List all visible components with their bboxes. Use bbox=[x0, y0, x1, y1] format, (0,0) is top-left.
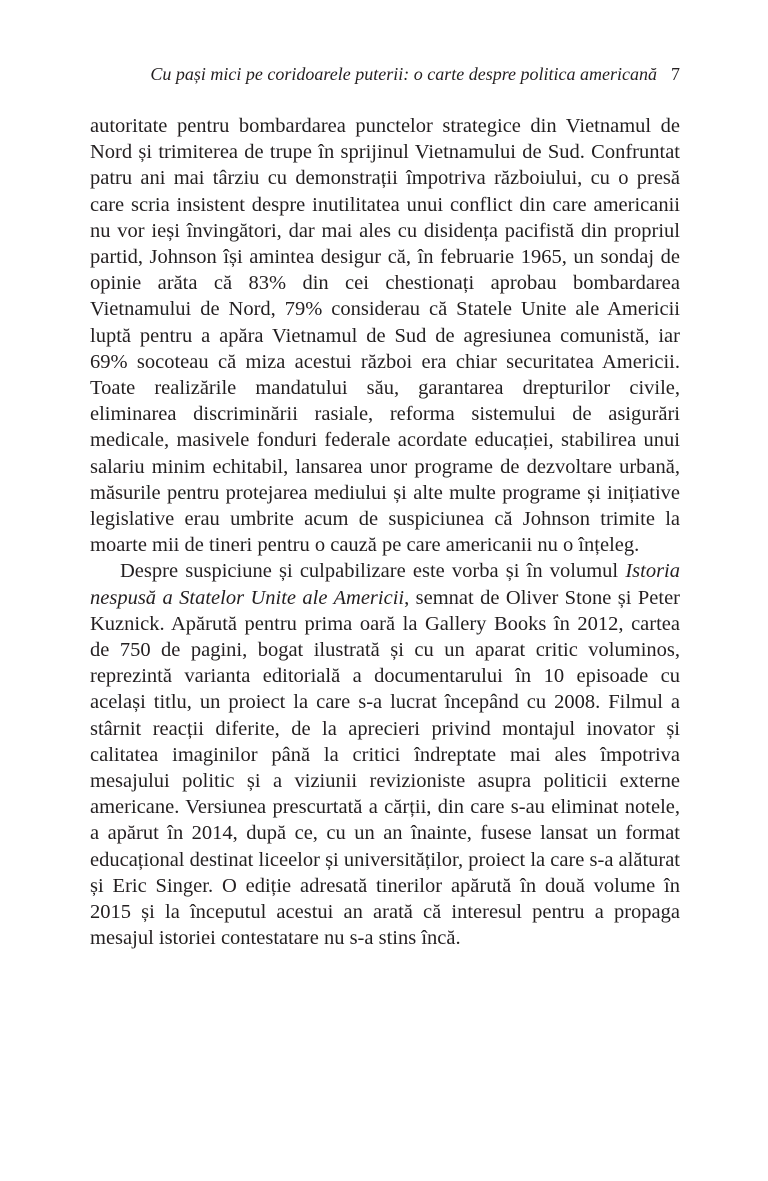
paragraph-rest-text: , semnat de Oliver Stone și Peter Kuznick. Apărută pentru prima oară la Gallery Books în 2012, cartea de 750 de pagini, bogat ilustrată și cu un aparat critic voluminos, reprezintă varianta editorială a documentarului în 10 episoade cu același titlu, un proiect la care s-a lucrat începând cu 2008. Filmul a stârnit reacții diferite, de la aprecieri privind montajul inovator și calitatea imaginilor până la critici îndreptate mai ales împotriva mesajului politic și a viziunii revizioniste asupra politicii externe americane. Versiunea prescurtată a cărții, din care s-au eliminat notele, a apărut în 2014, după ce, cu un an înainte, fusese lansat un format educațional destinat liceelor și universităților, proiect la care s-a alăturat și Eric Singer. O ediție adresată tinerilor apărută în două volume în 2015 și la începutul acestui an arată că interesul pentru a propaga mesajul istoriei contestatare nu s-a stins încă. bbox=[90, 586, 681, 950]
paragraph-lead-text: Despre suspiciune și culpabilizare este vorba și în volumul bbox=[120, 560, 626, 583]
page-number: 7 bbox=[671, 64, 680, 84]
body-text bbox=[90, 113, 680, 952]
book-title: Istoria nespusă a Statelor Unite ale Americii bbox=[90, 560, 680, 609]
paragraph-istoria-nespusa bbox=[90, 558, 680, 951]
running-head-title: Cu pași mici pe coridoarele puterii: o carte despre politica americană bbox=[150, 64, 657, 84]
running-head bbox=[90, 62, 680, 86]
paragraph-continued: autoritate pentru bombardarea punctelor strategice din Vietnamul de Nord și trimiterea de trupe în sprijinul Vietnamului de Sud. Confruntat patru ani mai târziu cu demonstrații împotriva războiului, cu o presă care scria insistent despre inutilitatea unui conflict din care americanii nu vor ieși învingători, dar mai ales cu disidența pacifistă din propriul partid, Johnson își amintea desigur că, în februarie 1965, un sondaj de opinie arăta că 83% din cei chestionați aprobau bombardarea Vietnamului de Nord, 79% considerau că Statele Unite ale Americii luptă pentru a apăra Vietnamul de Sud de agresiunea comunistă, iar 69% socoteau că miza acestui război era chiar securitatea Americii. Toate realizările mandatului său, garantarea drepturilor civile, eliminarea discriminării rasiale, reforma sistemului de asigurări medicale, masivele fonduri federale acordate educației, stabilirea unui salariu minim echitabil, lansarea unor programe de dezvoltare urbană, măsurile pentru protejarea mediului și alte multe programe și inițiative legislative erau umbrite acum de suspiciunea că Johnson trimite la moarte mii de tineri pentru o cauză pe care americanii nu o înțeleg. bbox=[90, 115, 680, 557]
